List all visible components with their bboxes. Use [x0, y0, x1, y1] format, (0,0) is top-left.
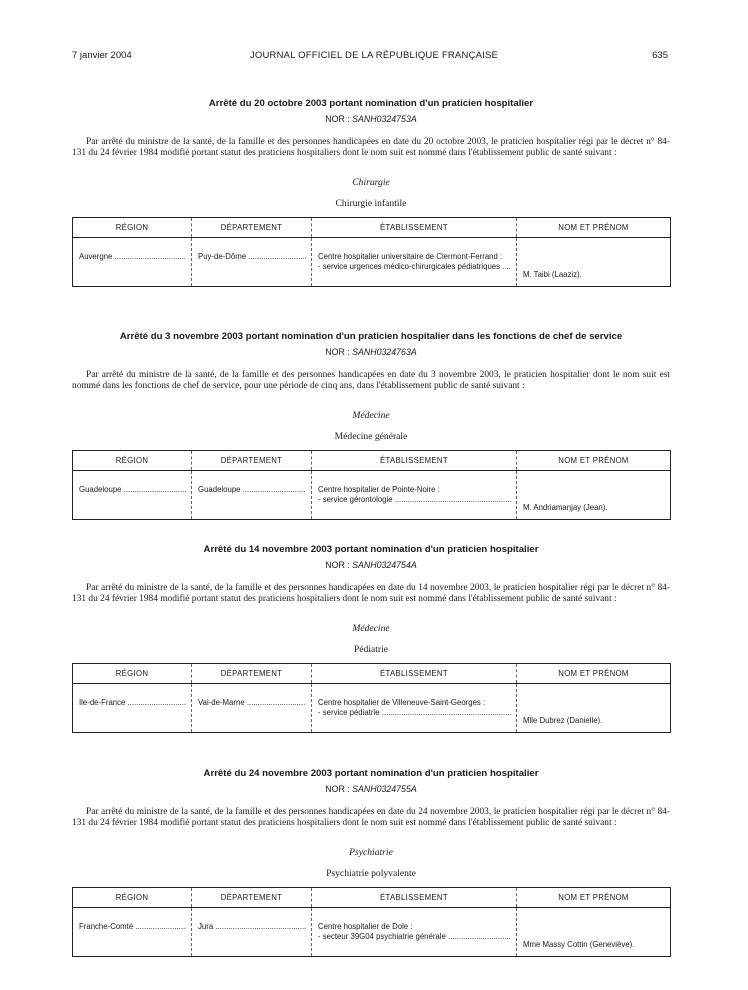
header-departement: DÉPARTEMENT	[192, 218, 312, 238]
table-row	[73, 238, 671, 287]
cell-departement: Val-de-Marne .....	[192, 684, 312, 733]
cell-etablissement: Centre hospitalier de Villeneuve-Saint-Georges : - service pédiatrie .....	[312, 684, 517, 733]
issue-date: 7 janvier 2004	[72, 50, 132, 61]
cell-nom: M. Taibi (Laaziz).	[517, 238, 671, 287]
header-departement: DÉPARTEMENT	[192, 664, 312, 684]
journal-title: JOURNAL OFFICIEL DE LA RÉPUBLIQUE FRANÇAISE	[249, 50, 499, 61]
cell-etablissement: Centre hospitalier de Dole : - secteur 39G04 psychiatrie générale .....	[312, 908, 517, 957]
header-region: RÉGION	[73, 218, 192, 238]
header-nom: NOM ET PRÉNOM	[517, 888, 671, 908]
specialty: Psychiatrie	[349, 847, 393, 859]
subspecialty: Médecine générale	[334, 431, 408, 443]
nor-code: SANH0324754A	[352, 560, 417, 570]
decree-paragraph: Par arrêté du ministre de la santé, de la famille et des personnes handicapées en date du 24 novembre 2003, le praticien hospitalier régi par le décret n° 84-131 du 24 février 1984 modifié portant statut des praticiens hospitaliers dont le nom suit est nommé dans l'établissement public de santé suivant :	[72, 807, 670, 828]
decree-title: Arrêté du 14 novembre 2003 portant nomination d'un praticien hospitalier	[203, 544, 539, 555]
cell-region: Guadeloupe .....	[73, 471, 192, 520]
decree-paragraph: Par arrêté du ministre de la santé, de la famille et des personnes handicapées en date du 20 octobre 2003, le praticien hospitalier régi par le décret n° 84-131 du 24 février 1984 modifié portant statut des praticiens hospitaliers dont le nom suit est nommé dans l'établissement public de santé suivant :	[72, 137, 670, 158]
page-number: 635	[652, 50, 668, 61]
table-row	[73, 684, 671, 733]
table-header-row	[73, 218, 671, 238]
table-header-row	[73, 888, 671, 908]
decree-title: Arrêté du 24 novembre 2003 portant nomination d'un praticien hospitalier	[203, 768, 539, 779]
header-etablissement: ÉTABLISSEMENT	[312, 664, 517, 684]
nor-reference	[72, 113, 670, 125]
header-region: RÉGION	[73, 664, 192, 684]
decree-paragraph: Par arrêté du ministre de la santé, de la famille et des personnes handicapées en date du 14 novembre 2003, le praticien hospitalier régi par le décret n° 84-131 du 24 février 1984 modifié portant statut des praticiens hospitaliers dont le nom suit est nommé dans l'établissement public de santé suivant :	[72, 583, 670, 604]
appointment-table	[72, 887, 671, 957]
nor-label: NOR :	[325, 114, 350, 124]
decree-section-2	[72, 331, 670, 520]
cell-departement: Guadeloupe .....	[192, 471, 312, 520]
nor-code: SANH0324753A	[352, 114, 417, 124]
subspecialty: Psychiatrie polyvalente	[326, 868, 416, 880]
nor-code: SANH0324763A	[352, 347, 417, 357]
nor-reference	[72, 783, 670, 795]
cell-nom: Mlle Dubrez (Danielle).	[517, 684, 671, 733]
cell-nom: Mme Massy Cottin (Geneviève).	[517, 908, 671, 957]
table-row	[73, 908, 671, 957]
header-region: RÉGION	[73, 451, 192, 471]
header-region: RÉGION	[73, 888, 192, 908]
appointment-table	[72, 217, 671, 287]
decree-title: Arrêté du 20 octobre 2003 portant nomination d'un praticien hospitalier	[208, 98, 534, 109]
cell-departement: Jura .....	[192, 908, 312, 957]
nor-label: NOR :	[325, 784, 350, 794]
appointment-table	[72, 450, 671, 520]
decree-section-4	[72, 768, 670, 957]
cell-region: Auvergne .....	[73, 238, 192, 287]
decree-paragraph: Par arrêté du ministre de la santé, de la famille et des personnes handicapées en date du 3 novembre 2003, le praticien hospitalier dont le nom suit est nommé dans les fonctions de chef de service, pour une période de cinq ans, dans l'établissement public de santé suivant :	[72, 370, 670, 391]
header-etablissement: ÉTABLISSEMENT	[312, 218, 517, 238]
cell-departement: Puy-de-Dôme .....	[192, 238, 312, 287]
nor-label: NOR :	[325, 347, 350, 357]
subspecialty: Chirurgie infantile	[335, 198, 407, 210]
cell-etablissement: Centre hospitalier de Pointe-Noire : - service gérontologie .....	[312, 471, 517, 520]
cell-region: Ile-de-France .....	[73, 684, 192, 733]
nor-reference	[72, 346, 670, 358]
cell-region: Franche-Comté .....	[73, 908, 192, 957]
header-etablissement: ÉTABLISSEMENT	[312, 451, 517, 471]
table-header-row	[73, 451, 671, 471]
header-nom: NOM ET PRÉNOM	[517, 451, 671, 471]
appointment-table	[72, 663, 671, 733]
specialty: Médecine	[352, 410, 390, 422]
decree-title: Arrêté du 3 novembre 2003 portant nomination d'un praticien hospitalier dans les fonctions de chef de service	[119, 331, 623, 342]
header-nom: NOM ET PRÉNOM	[517, 218, 671, 238]
cell-nom: M. Andriamanjay (Jean).	[517, 471, 671, 520]
header-departement: DÉPARTEMENT	[192, 451, 312, 471]
decree-section-3	[72, 544, 670, 733]
cell-etablissement: Centre hospitalier universitaire de Clermont-Ferrand : - service urgences médico-chirurgicales pédiatriques .....	[312, 238, 517, 287]
header-etablissement: ÉTABLISSEMENT	[312, 888, 517, 908]
specialty: Médecine	[352, 623, 390, 635]
decree-section-1	[72, 98, 670, 287]
header-nom: NOM ET PRÉNOM	[517, 664, 671, 684]
specialty: Chirurgie	[352, 177, 390, 189]
table-row	[73, 471, 671, 520]
subspecialty: Pédiatrie	[353, 644, 389, 656]
nor-reference	[72, 559, 670, 571]
nor-label: NOR :	[325, 560, 350, 570]
table-header-row	[73, 664, 671, 684]
nor-code: SANH0324755A	[352, 784, 417, 794]
page-header	[0, 50, 748, 64]
header-departement: DÉPARTEMENT	[192, 888, 312, 908]
